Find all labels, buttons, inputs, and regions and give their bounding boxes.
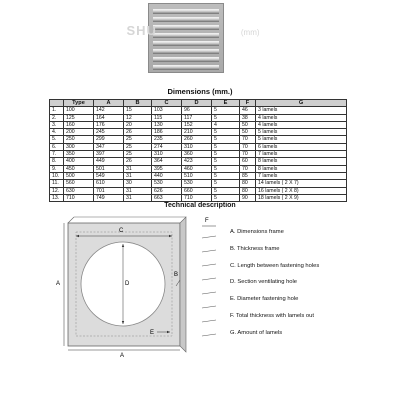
table-cell: 18 lamels ( 2 X 9): [256, 194, 347, 201]
table-cell: 80: [240, 180, 256, 187]
table-cell: 46: [240, 107, 256, 114]
table-cell: 395: [152, 165, 182, 172]
table-cell: 8.: [50, 158, 64, 165]
label-a-vertical: A: [56, 281, 61, 287]
table-cell: 9.: [50, 165, 64, 172]
table-cell: 8 lamels: [256, 165, 347, 172]
table-cell: 70: [240, 151, 256, 158]
table-cell: 423: [182, 158, 212, 165]
table-cell: 117: [182, 114, 212, 121]
table-cell: 660: [182, 187, 212, 194]
table-cell: 7 lamels: [256, 151, 347, 158]
table-cell: 501: [94, 165, 124, 172]
technical-description-title: Technical description: [164, 202, 236, 209]
table-cell: 701: [94, 187, 124, 194]
table-cell: 5: [212, 107, 240, 114]
table-cell: 663: [152, 194, 182, 201]
table-cell: 176: [94, 121, 124, 128]
table-cell: 440: [152, 172, 182, 179]
table-cell: 5: [212, 151, 240, 158]
table-cell: 310: [152, 151, 182, 158]
table-cell: 142: [94, 107, 124, 114]
table-cell: 25: [124, 151, 152, 158]
table-cell: 25: [124, 136, 152, 143]
table-cell: 4: [212, 121, 240, 128]
table-cell: 7 lamels: [256, 172, 347, 179]
table-cell: 31: [124, 194, 152, 201]
table-cell: 85: [240, 172, 256, 179]
table-cell: 2.: [50, 114, 64, 121]
table-cell: 6 lamels: [256, 143, 347, 150]
table-cell: 350: [64, 151, 94, 158]
table-row: [50, 107, 347, 114]
table-cell: 449: [94, 158, 124, 165]
table-row: [50, 129, 347, 136]
label-c: C: [119, 228, 124, 234]
table-cell: 130: [152, 121, 182, 128]
legend-item: B. Thickness frame: [230, 245, 280, 252]
table-cell: 70: [240, 165, 256, 172]
table-cell: 530: [152, 180, 182, 187]
label-a-horizontal: A: [120, 353, 125, 357]
column-header: Type: [64, 100, 94, 107]
technical-drawing: [50, 212, 230, 357]
table-cell: 100: [64, 107, 94, 114]
table-cell: 50: [240, 129, 256, 136]
legend-item: F. Total thickness with lamels out: [230, 312, 314, 319]
table-cell: 186: [152, 129, 182, 136]
table-cell: 1.: [50, 107, 64, 114]
column-header: G: [256, 100, 347, 107]
table-row: [50, 121, 347, 128]
table-cell: 70: [240, 143, 256, 150]
table-cell: 10.: [50, 172, 64, 179]
table-cell: 450: [64, 165, 94, 172]
column-header: [50, 100, 64, 107]
table-cell: 103: [152, 107, 182, 114]
column-header: D: [182, 100, 212, 107]
table-cell: 5: [212, 114, 240, 121]
table-cell: 20: [124, 121, 152, 128]
table-cell: 12.: [50, 187, 64, 194]
dimensions-title: Dimensions (mm.): [167, 87, 233, 96]
table-cell: 5: [212, 136, 240, 143]
table-cell: 11.: [50, 180, 64, 187]
column-header: F: [240, 100, 256, 107]
table-row: [50, 136, 347, 143]
table-cell: 200: [64, 129, 94, 136]
table-cell: 5: [212, 187, 240, 194]
label-e: E: [150, 330, 155, 336]
table-cell: 560: [64, 180, 94, 187]
column-header: A: [94, 100, 124, 107]
table-cell: 4 lamels: [256, 114, 347, 121]
table-cell: 13.: [50, 194, 64, 201]
table-cell: 245: [94, 129, 124, 136]
table-row: [50, 194, 347, 201]
column-header: C: [152, 100, 182, 107]
table-cell: 5: [212, 143, 240, 150]
table-cell: 5: [212, 165, 240, 172]
table-cell: 38: [240, 114, 256, 121]
table-cell: 70: [240, 136, 256, 143]
table-cell: 6.: [50, 143, 64, 150]
table-row: [50, 180, 347, 187]
table-cell: 31: [124, 187, 152, 194]
table-cell: 7.: [50, 151, 64, 158]
table-cell: 460: [182, 165, 212, 172]
table-cell: 4.: [50, 129, 64, 136]
table-cell: 235: [152, 136, 182, 143]
table-row: [50, 151, 347, 158]
faded-title: SHU (mm): [126, 23, 260, 38]
table-row: [50, 114, 347, 121]
table-cell: 549: [94, 172, 124, 179]
table-cell: 364: [152, 158, 182, 165]
table-cell: 3 lamels: [256, 107, 347, 114]
table-cell: 5.: [50, 136, 64, 143]
table-row: [50, 172, 347, 179]
table-cell: 347: [94, 143, 124, 150]
table-cell: 5: [212, 180, 240, 187]
table-cell: 610: [94, 180, 124, 187]
table-cell: 115: [152, 114, 182, 121]
table-cell: 15: [124, 107, 152, 114]
table-cell: 31: [124, 172, 152, 179]
legend-item: C. Length between fastening holes: [230, 262, 320, 269]
table-cell: 626: [152, 187, 182, 194]
table-cell: 274: [152, 143, 182, 150]
table-cell: 749: [94, 194, 124, 201]
legend-item: A. Dimensions frame: [230, 229, 284, 235]
table-cell: 26: [124, 129, 152, 136]
table-cell: 50: [240, 121, 256, 128]
label-b: B: [174, 272, 179, 278]
table-cell: 5: [212, 172, 240, 179]
table-header-row: [50, 100, 347, 107]
table-cell: 500: [64, 172, 94, 179]
table-cell: 710: [64, 194, 94, 201]
table-cell: 160: [64, 121, 94, 128]
table-cell: 30: [124, 180, 152, 187]
table-cell: 26: [124, 158, 152, 165]
table-cell: 80: [240, 187, 256, 194]
table-cell: 5 lamels: [256, 136, 347, 143]
table-cell: 310: [182, 143, 212, 150]
table-cell: 397: [94, 151, 124, 158]
table-cell: 250: [64, 136, 94, 143]
label-f: F: [205, 218, 209, 224]
table-cell: 5 lamels: [256, 129, 347, 136]
table-cell: 96: [182, 107, 212, 114]
table-cell: 152: [182, 121, 212, 128]
table-cell: 164: [94, 114, 124, 121]
table-cell: 400: [64, 158, 94, 165]
table-cell: 90: [240, 194, 256, 201]
table-cell: 299: [94, 136, 124, 143]
table-cell: 8 lamels: [256, 158, 347, 165]
drawing-legend: [230, 229, 319, 347]
legend-item: E. Diameter fastening hole: [230, 296, 299, 303]
table-cell: 510: [182, 172, 212, 179]
table-cell: 300: [64, 143, 94, 150]
column-header: B: [124, 100, 152, 107]
label-d: D: [125, 281, 130, 287]
table-row: [50, 143, 347, 150]
table-row: [50, 158, 347, 165]
louvre-shutter-photo: [148, 3, 224, 73]
table-row: [50, 187, 347, 194]
table-row: [50, 165, 347, 172]
table-cell: 710: [182, 194, 212, 201]
table-cell: 260: [182, 136, 212, 143]
table-cell: 5: [212, 129, 240, 136]
table-cell: 60: [240, 158, 256, 165]
table-cell: 5: [212, 194, 240, 201]
lamels-side-view: [202, 236, 216, 336]
legend-item: G. Amount of lamels: [230, 329, 283, 336]
table-cell: 360: [182, 151, 212, 158]
table-cell: 4 lamels: [256, 121, 347, 128]
table-cell: 125: [64, 114, 94, 121]
legend-item: D. Section ventilating hole: [230, 279, 298, 286]
table-cell: 5: [212, 158, 240, 165]
table-cell: 16 lamels ( 2 X 8): [256, 187, 347, 194]
frame-side: [180, 217, 186, 352]
table-cell: 25: [124, 143, 152, 150]
table-cell: 3.: [50, 121, 64, 128]
table-cell: 630: [64, 187, 94, 194]
table-cell: 14 lamels ( 2 X 7): [256, 180, 347, 187]
table-cell: 530: [182, 180, 212, 187]
column-header: E: [212, 100, 240, 107]
table-cell: 12: [124, 114, 152, 121]
table-cell: 31: [124, 165, 152, 172]
dimensions-table: [49, 99, 347, 202]
table-cell: 210: [182, 129, 212, 136]
